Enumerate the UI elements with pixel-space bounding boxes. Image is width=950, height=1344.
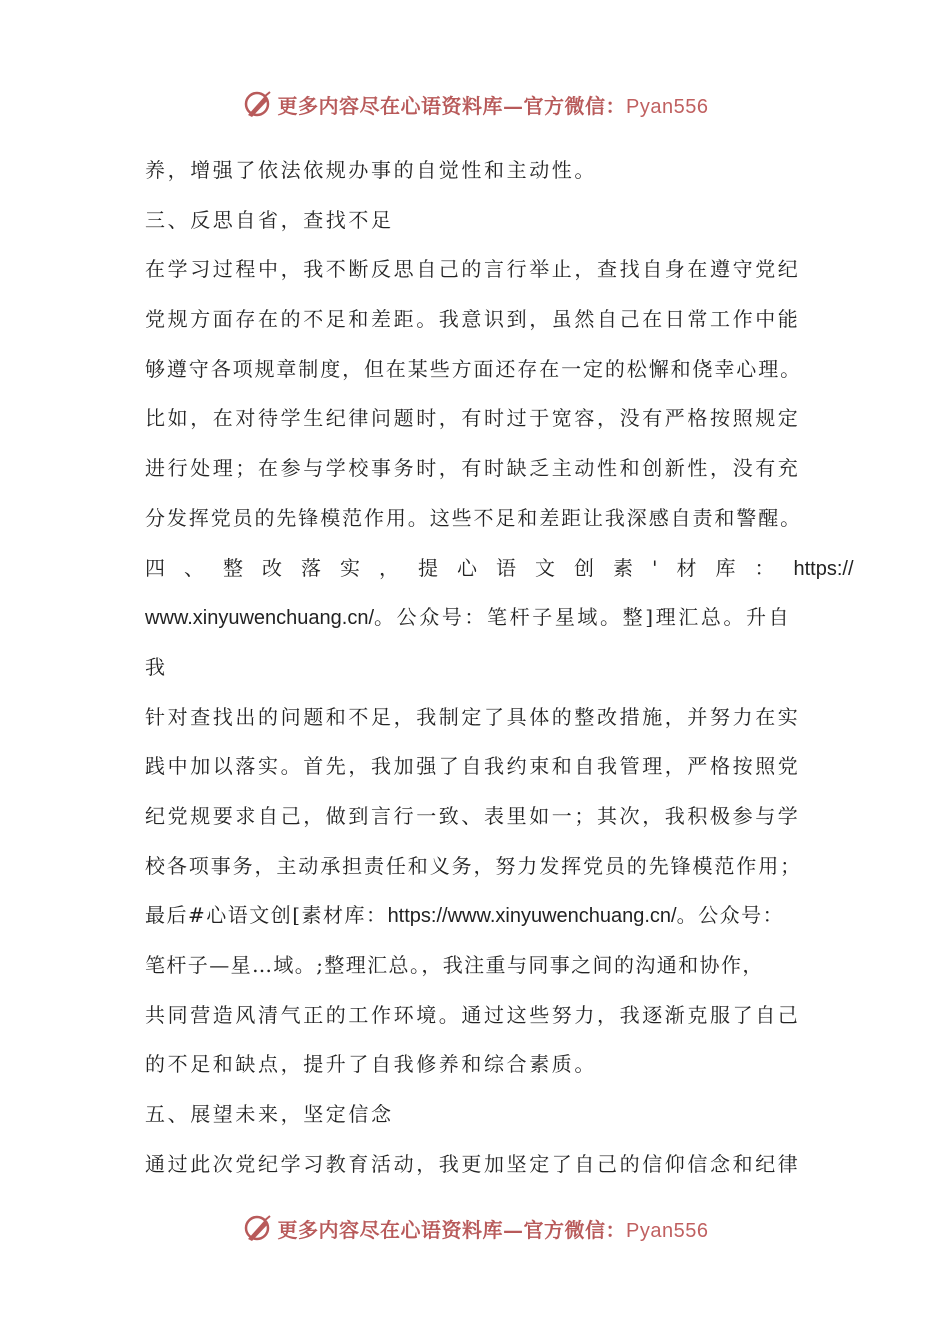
- section-heading-5: 五、展望未来，坚定信念: [145, 1102, 394, 1127]
- footer-brand-text: 更多内容尽在心语资料库—官方微信：Pyan556: [277, 1217, 709, 1242]
- document-body: [145, 146, 854, 1189]
- paragraph-line: 的不足和缺点，提升了自我修养和综合素质。: [145, 1052, 597, 1077]
- paragraph-line: 共同营造风清气正的工作环境。通过这些努力，我逐渐克服了自己: [145, 1002, 801, 1027]
- paragraph-line: [145, 891, 807, 941]
- paragraph-line: 够遵守各项规章制度，但在某些方面还存在一定的松懈和侥幸心理。: [145, 356, 802, 381]
- section-heading-3: 三、反思自省，查找不足: [145, 207, 394, 232]
- header-banner: [0, 84, 950, 124]
- paragraph-line: [145, 593, 807, 643]
- paragraph-line: 我: [145, 654, 168, 679]
- paragraph-line: 进行处理；在参与学校事务时，有时缺乏主动性和创新性，没有充: [145, 456, 801, 481]
- paragraph-line: 校各项事务，主动承担责任和义务，努力发挥党员的先锋模范作用；: [145, 853, 802, 878]
- heading-4-text: 四、整改落实，提心语文创素'材库：: [145, 555, 794, 580]
- line-text: 。公众号：: [676, 903, 785, 928]
- paragraph-line: 笔杆子—星…域。;整理汇总。，我注重与同事之间的沟通和协作，: [145, 953, 764, 977]
- paragraph-line: 纪党规要求自己，做到言行一致、表里如一；其次，我积极参与学: [145, 803, 801, 828]
- line-text: 。公众号：笔杆子星域。整]理汇总。升自: [374, 605, 792, 630]
- url-link: www.xinyuwenchuang.cn/: [145, 607, 375, 630]
- section-heading-4: [145, 544, 854, 594]
- paragraph-line: 通过此次党纪学习教育活动，我更加坚定了自己的信仰信念和纪律: [145, 1151, 801, 1176]
- header-wechat-id: Pyan556: [626, 95, 709, 118]
- paragraph-line: 践中加以落实。首先，我加强了自我约束和自我管理，严格按照党: [145, 754, 801, 779]
- pen-nib-circle-logo-icon: [242, 1212, 274, 1244]
- line-text: 最后#心语文创[素材库：: [145, 903, 388, 928]
- footer-wechat-id: Pyan556: [626, 1219, 709, 1242]
- url-fragment: https://: [793, 557, 854, 580]
- paragraph-line: 养，增强了依法依规办事的自觉性和主动性。: [145, 158, 597, 182]
- paragraph-line: 针对查找出的问题和不足，我制定了具体的整改措施，并努力在实: [145, 704, 801, 729]
- pen-nib-circle-logo-icon: [242, 88, 274, 120]
- paragraph-line: 比如，在对待学生纪律问题时，有时过于宽容，没有严格按照规定: [145, 406, 801, 431]
- paragraph-line: 在学习过程中，我不断反思自己的言行举止，查找自身在遵守党纪: [145, 257, 801, 282]
- header-brand-text: 更多内容尽在心语资料库—官方微信：Pyan556: [277, 93, 709, 118]
- paragraph-line: 分发挥党员的先锋模范作用。这些不足和差距让我深感自责和警醒。: [145, 505, 802, 530]
- url-link: https://www.xinyuwenchuang.cn/: [387, 905, 677, 928]
- footer-banner: [0, 1208, 950, 1248]
- paragraph-line: 党规方面存在的不足和差距。我意识到，虽然自己在日常工作中能: [145, 307, 801, 332]
